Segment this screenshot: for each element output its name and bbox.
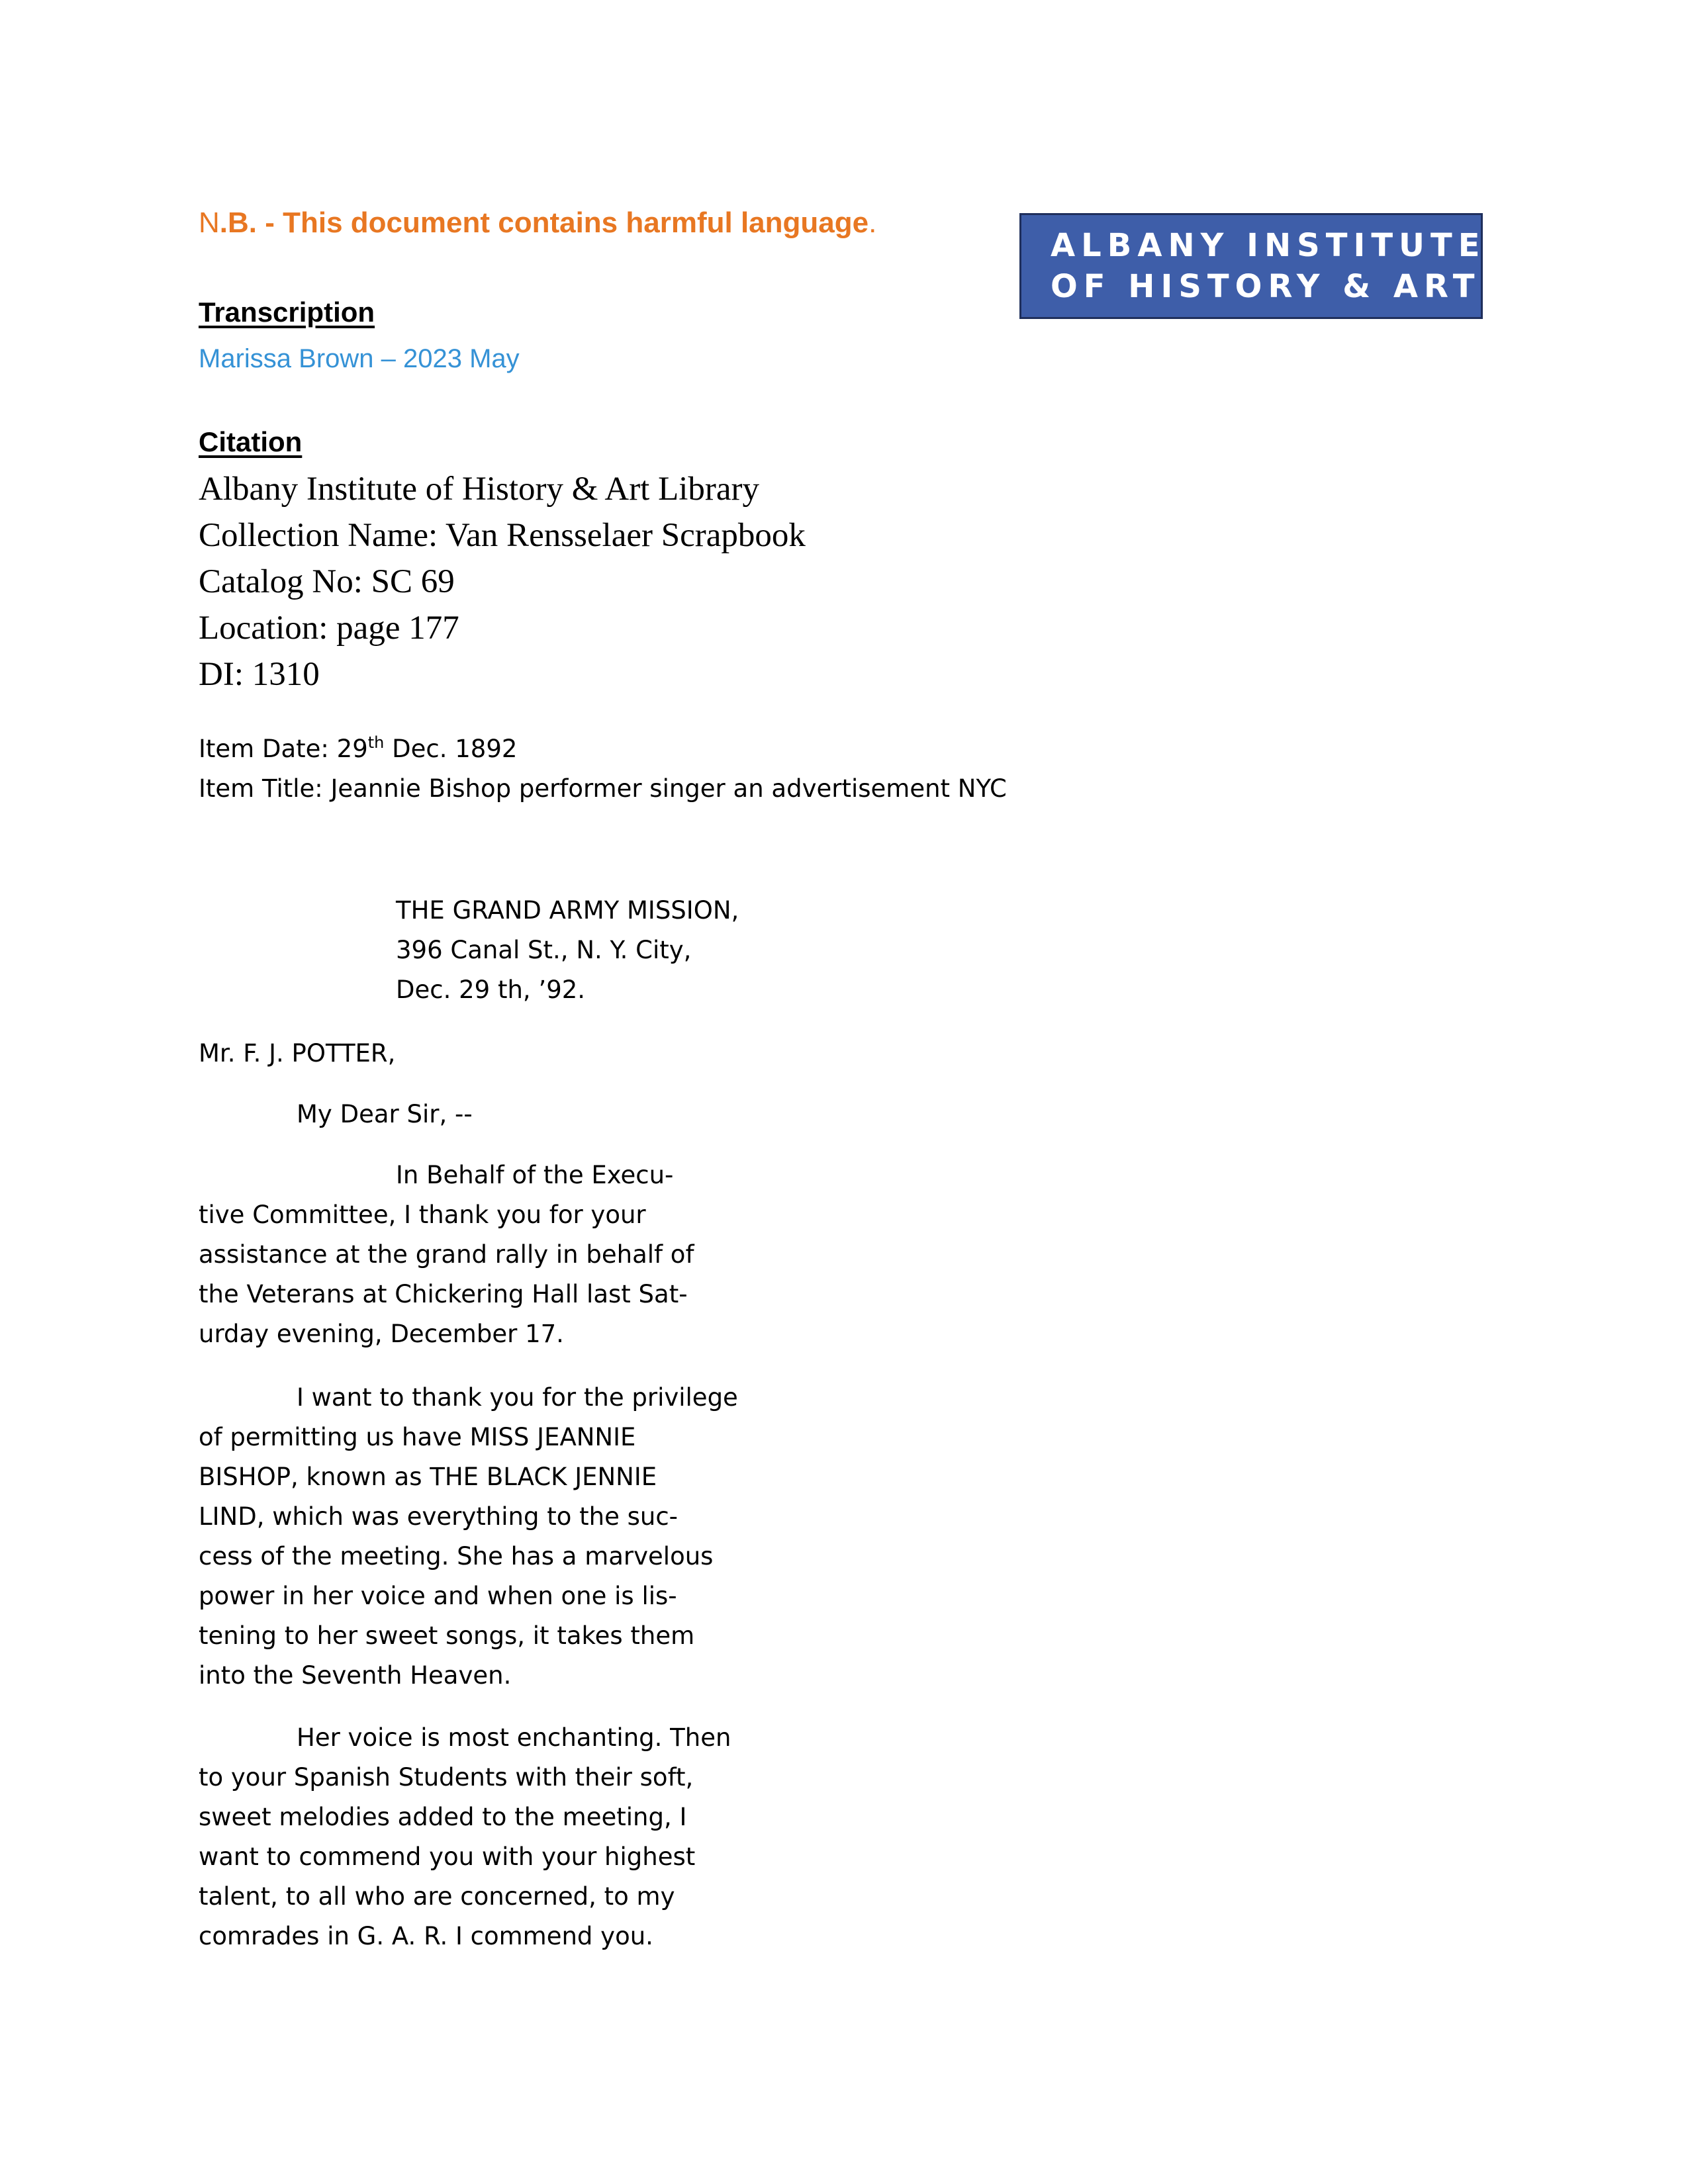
address-line: 396 Canal St., N. Y. City, xyxy=(396,936,692,964)
paragraph-line: talent, to all who are concerned, to my xyxy=(199,1882,675,1911)
citation-line: DI: 1310 xyxy=(199,656,320,693)
paragraph-line: of permitting us have MISS JEANNIE xyxy=(199,1423,636,1451)
harmful-language-notice: N.B. - This document contains harmful language. xyxy=(199,206,877,239)
letter-paragraph-3 xyxy=(199,1718,731,1956)
paragraph-line: tive Committee, I thank you for your xyxy=(199,1201,646,1229)
paragraph-line: want to commend you with your highest xyxy=(199,1843,696,1871)
letter-recipient: Mr. F. J. POTTER, xyxy=(199,1039,396,1068)
paragraph-line: In Behalf of the Execu- xyxy=(396,1161,674,1189)
item-date: Item Date: 29th Dec. 1892 xyxy=(199,733,518,763)
paragraph-line: power in her voice and when one is lis- xyxy=(199,1582,677,1610)
paragraph-line: the Veterans at Chickering Hall last Sat- xyxy=(199,1280,688,1308)
item-title: Item Title: Jeannie Bishop performer singer an advertisement NYC xyxy=(199,774,1007,803)
paragraph-line: Her voice is most enchanting. Then xyxy=(297,1723,731,1752)
item-meta xyxy=(199,729,1007,809)
paragraph-line: cess of the meeting. She has a marvelous xyxy=(199,1542,714,1570)
letter-address xyxy=(396,891,739,1010)
address-line: Dec. 29 th, ’92. xyxy=(396,976,586,1004)
citation-block xyxy=(199,466,806,698)
paragraph-line: LIND, which was everything to the suc- xyxy=(199,1502,679,1531)
citation-line: Collection Name: Van Rensselaer Scrapbook xyxy=(199,517,806,554)
paragraph-line: to your Spanish Students with their soft, xyxy=(199,1763,694,1792)
paragraph-line: urday evening, December 17. xyxy=(199,1320,564,1348)
citation-line: Albany Institute of History & Art Library xyxy=(199,471,760,508)
paragraph-line: tening to her sweet songs, it takes them xyxy=(199,1621,695,1650)
paragraph-line: comrades in G. A. R. I commend you. xyxy=(199,1922,653,1950)
paragraph-line: sweet melodies added to the meeting, I xyxy=(199,1803,687,1831)
paragraph-line: I want to thank you for the privilege xyxy=(297,1383,738,1412)
letter-paragraph-2 xyxy=(199,1378,738,1696)
institute-logo xyxy=(1019,213,1486,319)
paragraph-line: assistance at the grand rally in behalf of xyxy=(199,1240,694,1269)
citation-heading: Citation xyxy=(199,426,303,457)
paragraph-line: into the Seventh Heaven. xyxy=(199,1661,512,1690)
transcriber-credit: Marissa Brown – 2023 May xyxy=(199,344,520,373)
citation-line: Location: page 177 xyxy=(199,610,459,647)
citation-line: Catalog No: SC 69 xyxy=(199,563,455,600)
transcription-heading: Transcription xyxy=(199,296,375,328)
paragraph-line: BISHOP, known as THE BLACK JENNIE xyxy=(199,1463,657,1491)
logo-line-2: OF HISTORY & ART xyxy=(1051,268,1481,305)
letter-salutation: My Dear Sir, -- xyxy=(297,1100,473,1128)
logo-line-1: ALBANY INSTITUTE xyxy=(1051,227,1486,264)
letter-paragraph-1 xyxy=(199,1156,694,1354)
address-line: THE GRAND ARMY MISSION, xyxy=(396,896,739,925)
